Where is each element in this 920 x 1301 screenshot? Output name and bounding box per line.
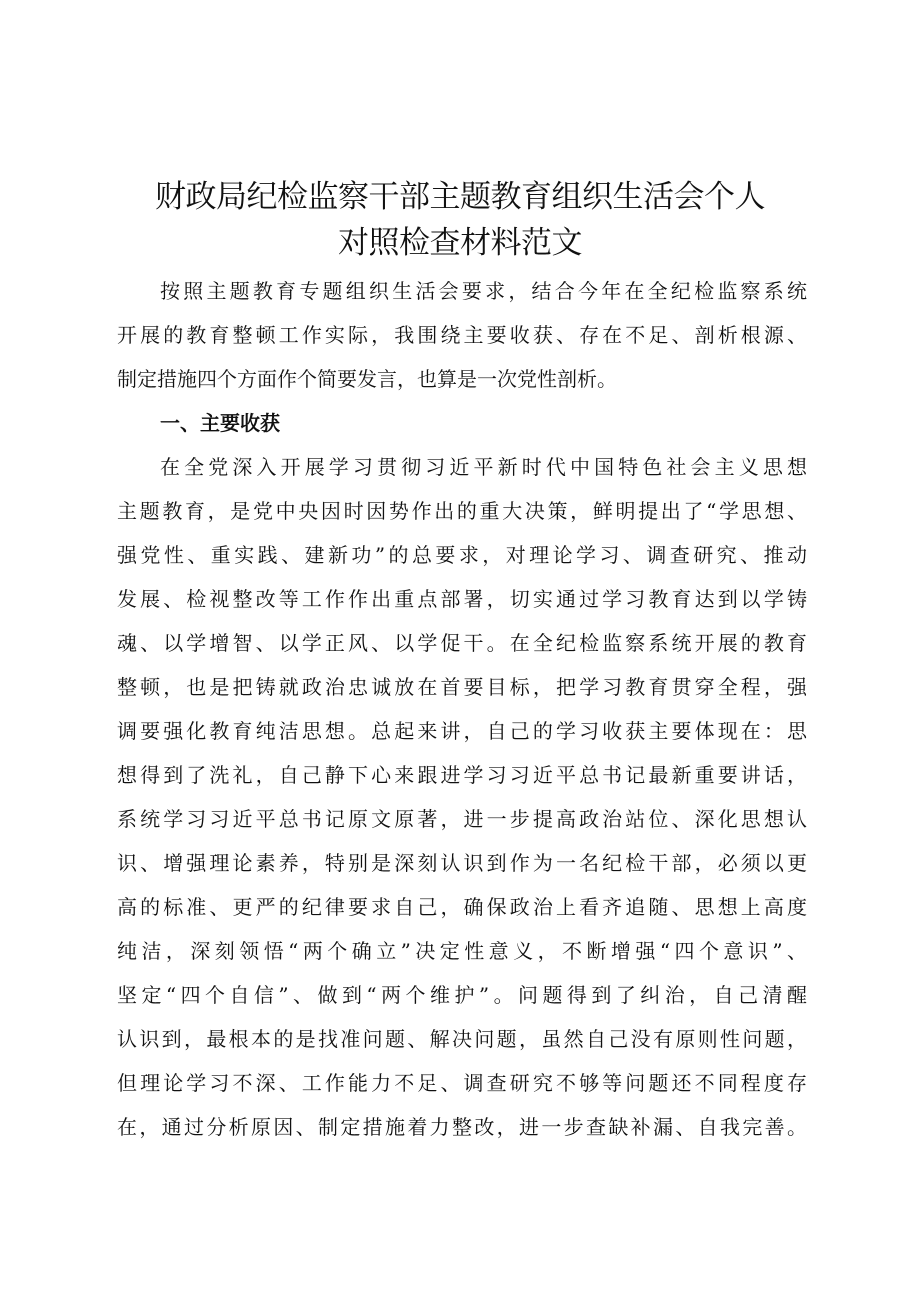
section-heading: 一、主要收获 bbox=[160, 411, 280, 435]
paragraph-line: 纯洁，深刻领悟“两个确立”决定性意义，不断增强“四个意识”、 bbox=[117, 939, 807, 963]
paragraph-line: 在全党深入开展学习贯彻习近平新时代中国特色社会主义思想 bbox=[160, 455, 807, 479]
paragraph-line: 但理论学习不深、工作能力不足、调查研究不够等问题还不同程度存 bbox=[117, 1071, 807, 1095]
paragraph-line: 强党性、重实践、建新功”的总要求，对理论学习、调查研究、推动 bbox=[117, 543, 807, 567]
paragraph-line: 想得到了洗礼，自己静下心来跟进学习习近平总书记最新重要讲话， bbox=[117, 763, 807, 787]
intro-line: 按照主题教育专题组织生活会要求，结合今年在全纪检监察系统 bbox=[160, 279, 807, 303]
document-title-line-1: 财政局纪检监察干部主题教育组织生活会个人 bbox=[155, 179, 765, 215]
paragraph-line: 坚定“四个自信”、做到“两个维护”。问题得到了纠治，自己清醒 bbox=[117, 983, 807, 1007]
intro-line: 开展的教育整顿工作实际，我围绕主要收获、存在不足、剖析根源、 bbox=[117, 323, 807, 347]
intro-line: 制定措施四个方面作个简要发言，也算是一次党性剖析。 bbox=[117, 367, 617, 391]
paragraph-line: 发展、检视整改等工作作出重点部署，切实通过学习教育达到以学铸 bbox=[117, 587, 807, 611]
document-title-line-2: 对照检查材料范文 bbox=[338, 225, 582, 261]
paragraph-line: 主题教育，是党中央因时因势作出的重大决策，鲜明提出了“学思想、 bbox=[117, 499, 807, 523]
paragraph-line: 认识到，最根本的是找准问题、解决问题，虽然自己没有原则性问题， bbox=[117, 1027, 807, 1051]
paragraph-line: 调要强化教育纯洁思想。总起来讲，自己的学习收获主要体现在：思 bbox=[117, 719, 807, 743]
paragraph-line: 整顿，也是把铸就政治忠诚放在首要目标，把学习教育贯穿全程，强 bbox=[117, 675, 807, 699]
paragraph-line: 识、增强理论素养，特别是深刻认识到作为一名纪检干部，必须以更 bbox=[117, 851, 807, 875]
paragraph-line: 系统学习习近平总书记原文原著，进一步提高政治站位、深化思想认 bbox=[117, 807, 807, 831]
paragraph-line: 在，通过分析原因、制定措施着力整改，进一步查缺补漏、自我完善。 bbox=[117, 1115, 807, 1139]
paragraph-line: 魂、以学增智、以学正风、以学促干。在全纪检监察系统开展的教育 bbox=[117, 631, 807, 655]
paragraph-line: 高的标准、更严的纪律要求自己，确保政治上看齐追随、思想上高度 bbox=[117, 895, 807, 919]
